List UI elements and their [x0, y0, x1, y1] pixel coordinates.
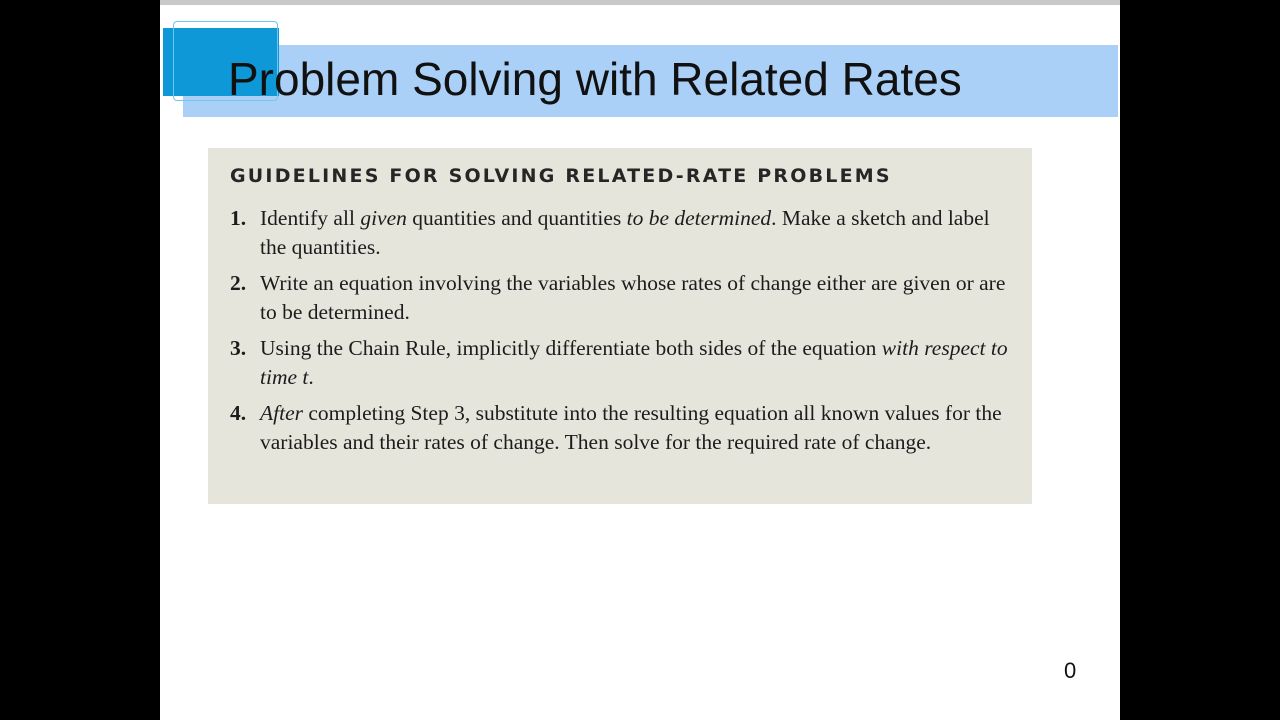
- step-number: 1.: [230, 206, 247, 230]
- step-number: 4.: [230, 401, 247, 425]
- top-divider: [160, 0, 1120, 5]
- guideline-step-4: [230, 399, 1012, 457]
- guidelines-steps: [230, 204, 1012, 457]
- guideline-step-2: [230, 269, 1012, 327]
- step-text: After completing Step 3, substitute into the resulting equation all known values for the variables and their rates of change. Then solve for the required rate of change.: [260, 401, 1002, 454]
- step-text: Write an equation involving the variables whose rates of change either are given or are to be determined.: [260, 271, 1006, 324]
- page-number: 0: [1064, 658, 1077, 683]
- guideline-step-1: [230, 204, 1012, 262]
- step-number: 3.: [230, 336, 247, 360]
- guidelines-heading: GUIDELINES FOR SOLVING RELATED-RATE PROBLEMS: [230, 165, 892, 187]
- step-text: Using the Chain Rule, implicitly differentiate both sides of the equation with respect to time t.: [260, 336, 1008, 389]
- step-text: Identify all given quantities and quantities to be determined. Make a sketch and label the quantities.: [260, 206, 990, 259]
- guideline-step-3: [230, 334, 1012, 392]
- step-number: 2.: [230, 271, 247, 295]
- slide-title: Problem Solving with Related Rates: [228, 53, 962, 105]
- slide: [160, 0, 1120, 720]
- guidelines-box: [208, 148, 1032, 504]
